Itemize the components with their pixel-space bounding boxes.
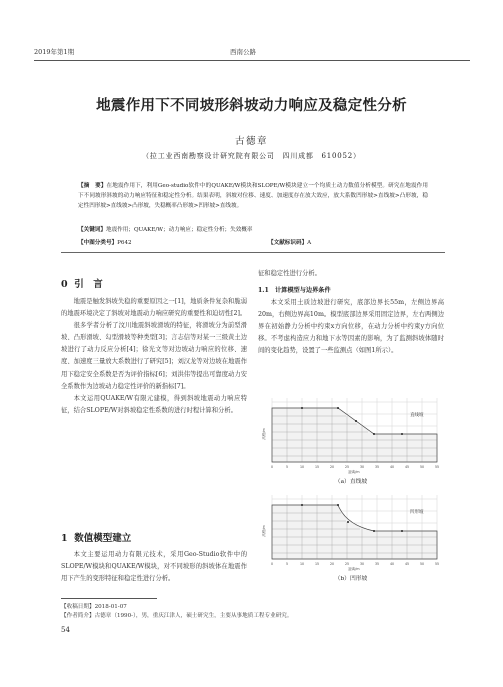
received-date: 【收稿日期】2018-01-07 [61, 604, 127, 610]
figure-a-x-axis-label: 距离/m [348, 470, 360, 474]
header-rule [34, 60, 470, 61]
doc-code-value: A [307, 240, 312, 246]
doc-code-label: 【文献标识码】 [268, 240, 308, 246]
figure-a-straight-slope [262, 394, 444, 474]
section-0-heading [61, 276, 247, 290]
paragraph: 本文采用土质边坡进行研究，底部边界长55m，左侧边界高20m，右侧边界高10m。模型底部边界采用固定边界，左右两侧边界在初始静力分析中约束x方向位移，在动力分析中约束y方向位移。不考虑构造应力和地下水等因素的影响，为了监测斜坡体随时间的变化趋势，设置了一些监测点（如图1所示）。 [258, 299, 444, 355]
x-tick-label: 30 [359, 562, 365, 566]
keywords-label: 【关键词】 [78, 227, 106, 233]
paragraph: 本文主要运用动力有限元技术，采用Geo-Studio软件中的SLOPE/W模块和QUAKE/W模块，对不同坡形的斜坡体在地震作用下产生的变形特征和稳定性进行分析。 [61, 551, 247, 583]
x-tick-label: 5 [285, 562, 289, 566]
x-tick-label: 55 [434, 562, 440, 566]
document-code [268, 238, 311, 246]
x-tick-label: 40 [389, 562, 395, 566]
footnotes [61, 603, 445, 620]
figure-b-tag: 凹形坡 [410, 510, 424, 515]
section-1-continued [258, 268, 444, 280]
abstract-rule [61, 252, 445, 253]
paragraph-continued: 征和稳定性进行分析。 [258, 270, 321, 277]
x-tick-label: 5 [285, 465, 289, 469]
x-tick-label: 10 [299, 465, 305, 469]
clc-label: 【中图分类号】 [78, 240, 118, 246]
author-bio: 【作者简介】古德章（1990-），男，重庆江津人，硕士研究生，主要从事地质工程专业研究。 [61, 612, 293, 619]
section-1-heading [61, 530, 247, 544]
figure-b-concave-slope [262, 491, 444, 571]
footnote-rule [61, 598, 157, 599]
x-tick-label: 45 [404, 465, 410, 469]
x-tick-label: 25 [344, 562, 350, 566]
subsection-1-1-heading: 1.1 计算模型与边界条件 [258, 287, 331, 294]
figure-b-x-ticks [271, 562, 439, 566]
figure-b-caption: （b）凹形坡 [334, 576, 368, 582]
x-tick-label: 25 [344, 465, 350, 469]
section-1-body [61, 549, 247, 585]
x-tick-label: 40 [389, 465, 395, 469]
paper-title: 地震作用下不同坡形斜坡动力响应及稳定性分析 [96, 97, 407, 114]
x-tick-label: 15 [314, 465, 320, 469]
figure-b-x-axis-label: 距离/m [348, 567, 360, 571]
x-tick-label: 20 [329, 465, 335, 469]
page-number: 54 [61, 626, 70, 634]
figure-b-y-axis-label: 高程/m [262, 525, 266, 537]
affiliation: （拉工业西南勘察设计研究院有限公司 四川成都 610052） [142, 152, 361, 160]
abstract-label: 【摘 要】 [78, 183, 107, 189]
abstract-text: 在地震作用下，利用Geo-studio软件中的QUAKE/W模块和SLOPE/W模块建立一个均质土动力数值分析模型。研究在地震作用下不同坡形斜坡的动力响应特征和稳定性分析。结果表明，斜坡对位移、速度、加速度存在放大效应，放大系数凹形坡>直线坡>凸形坡，稳定性凹形坡>直线坡>凸形坡，失稳概率凸形坡>凹形坡>直线坡。 [78, 183, 428, 210]
clc-value: P642 [117, 240, 132, 246]
clc-number [78, 238, 132, 246]
figure-a-x-ticks [271, 465, 439, 469]
section-1-title: 数值模型建立 [74, 533, 132, 544]
abstract [78, 181, 428, 212]
section-0-number: 0 [61, 279, 68, 290]
x-tick-label: 55 [434, 465, 440, 469]
section-1-number: 1 [61, 533, 68, 544]
x-tick-label: 15 [314, 562, 320, 566]
subsection-1-1-body [258, 297, 444, 357]
x-tick-label: 35 [374, 562, 380, 566]
running-header-journal: 西南公路 [230, 48, 256, 56]
keywords [78, 225, 428, 235]
x-tick-label: 30 [359, 465, 365, 469]
x-tick-label: 50 [419, 465, 425, 469]
paragraph: 本文运用QUAKE/W有限元建模，得到斜坡地震动力响应特征，结合SLOPE/W对斜坡稳定性系数的进行时程计算和分析。 [61, 394, 247, 414]
x-tick-label: 20 [329, 562, 335, 566]
author-name: 古德章 [234, 136, 268, 147]
figure-a-tag: 直线坡 [410, 413, 424, 418]
section-0-title: 引 言 [74, 279, 103, 290]
x-tick-label: 0 [270, 465, 274, 469]
figure-a-caption: （a）直线坡 [334, 479, 368, 485]
x-tick-label: 0 [270, 562, 274, 566]
paragraph: 很多学者分析了汶川地震斜坡滑坡的特征，将滑坡分为前型滑坡、凸形滑坡、勾型滑坡等种类型[3]；言志信等对某一三级黄土边坡进行了动力反应分析[4]；徐光文等对边坡动力响应的位移、速度、加速度三量放大系数进行了研究[5]；刘汉龙等对边坡在地震作用下稳定安全系数是否为评价指标[6]；刘洪伟等提出可靠度动力安全系数作为边坡动力稳定性评价的新指标[7]。 [61, 322, 247, 390]
paragraph: 地震是触发斜坡失稳的重要原因之一[1]，地质条件复杂和脆弱的地震环境决定了斜坡对地震动力响应研究的重要性和迫切性[2]。 [61, 298, 247, 318]
keywords-text: 地震作用；QUAKE/W；动力响应；稳定性分析；失效概率 [105, 227, 253, 233]
x-tick-label: 50 [419, 562, 425, 566]
x-tick-label: 35 [374, 465, 380, 469]
figure-a-y-axis-label: 高程/m [262, 428, 266, 440]
running-header-issue: 2019年第1期 [34, 48, 75, 56]
x-tick-label: 45 [404, 562, 410, 566]
section-0-body [61, 296, 247, 417]
x-tick-label: 10 [299, 562, 305, 566]
